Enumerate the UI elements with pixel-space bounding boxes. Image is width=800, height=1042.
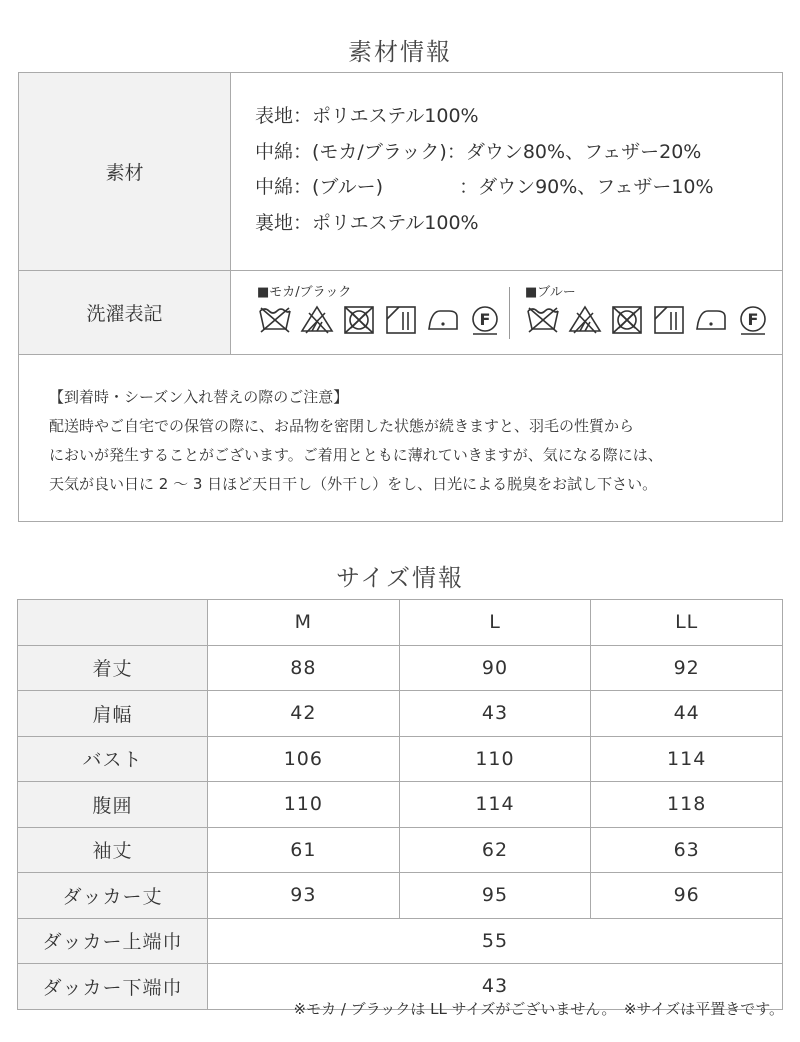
table-cell: 92 [591,645,783,691]
size-header-corner [18,600,208,646]
row-label: 袖丈 [18,827,208,873]
svg-text:F: F [747,310,759,329]
material-lines [255,99,714,241]
notice-title: 【到着時・シーズン入れ替えの際のご注意】 [49,388,349,406]
table-row [18,827,783,873]
notice-block [49,383,663,499]
iron-low-icon [693,303,729,337]
table-cell: 93 [208,873,400,919]
care-divider [509,287,510,339]
table-cell: 110 [208,782,400,828]
size-column-header: M [208,600,400,646]
no-bleach-icon [299,303,335,337]
table-cell-merged: 43 [208,964,783,1010]
table-row [18,873,783,919]
row-label: ダッカー丈 [18,873,208,919]
no-wash-icon [525,303,561,337]
table-cell: 90 [399,645,591,691]
table-cell: 44 [591,691,783,737]
no-bleach-icon [567,303,603,337]
table-cell: 106 [208,736,400,782]
table-row [18,691,783,737]
table-cell: 110 [399,736,591,782]
row-label: バスト [18,736,208,782]
material-line: 中綿：(ブルー) ：ダウン90%、フェザー10% [255,176,714,198]
row-label: 肩幅 [18,691,208,737]
care-icons [257,303,503,337]
material-line: 裏地：ポリエステル100% [255,211,479,234]
care-group-moca-black [257,281,503,337]
row-label: 着丈 [18,645,208,691]
care-group-blue [525,281,771,337]
iron-low-icon [425,303,461,337]
no-tumble-dry-icon [609,303,645,337]
size-column-header: LL [591,600,783,646]
size-section-title: サイズ情報 [335,564,465,592]
table-cell: 61 [208,827,400,873]
table-row [18,645,783,691]
table-cell: 118 [591,782,783,828]
table-cell: 114 [591,736,783,782]
no-tumble-dry-icon [341,303,377,337]
size-column-header: L [399,600,591,646]
notice-line: 配送時やご自宅での保管の際に、お品物を密閉した状態が続きますと、羽毛の性質から [49,417,635,435]
drip-dry-shade-icon [383,303,419,337]
table-cell-merged: 55 [208,918,783,964]
table-row [18,918,783,964]
row-label: ダッカー下端巾 [18,964,208,1010]
row-label: 腹囲 [18,782,208,828]
svg-text:F: F [479,310,491,329]
row-label: ダッカー上端巾 [18,918,208,964]
table-cell: 95 [399,873,591,919]
care-row [19,271,782,355]
dry-clean-f-icon [735,303,771,337]
size-header-row [18,600,783,646]
size-footnote: ※モカ / ブラックは LL サイズがございません。 ※サイズは平置きです。 [293,1000,784,1018]
table-cell: 43 [399,691,591,737]
notice-line: 天気が良い日に 2 〜 3 日ほど天日干し（外干し）をし、日光による脱臭をお試し下さい。 [49,475,658,493]
care-group-label: ■モカ/ブラック [257,285,352,300]
size-table [17,599,783,1010]
drip-dry-shade-icon [651,303,687,337]
table-cell: 42 [208,691,400,737]
table-cell: 63 [591,827,783,873]
care-group-label: ■ブルー [525,285,576,300]
table-cell: 62 [399,827,591,873]
table-row [18,782,783,828]
material-label: 素材 [19,73,231,270]
table-row [18,736,783,782]
material-line: 中綿：(モカ/ブラック)：ダウン80%、フェザー20% [255,140,702,163]
notice-line: においが発生することがございます。ご着用とともに薄れていきますが、気になる際には、 [49,446,663,464]
table-cell: 96 [591,873,783,919]
material-section-title: 素材情報 [348,38,452,66]
material-line: 表地：ポリエステル100% [255,105,479,127]
dry-clean-f-icon [467,303,503,337]
no-wash-icon [257,303,293,337]
table-cell: 88 [208,645,400,691]
care-icons [525,303,771,337]
material-info-box [18,72,783,522]
care-label: 洗濯表記 [19,271,231,354]
table-cell: 114 [399,782,591,828]
material-row [19,73,782,271]
